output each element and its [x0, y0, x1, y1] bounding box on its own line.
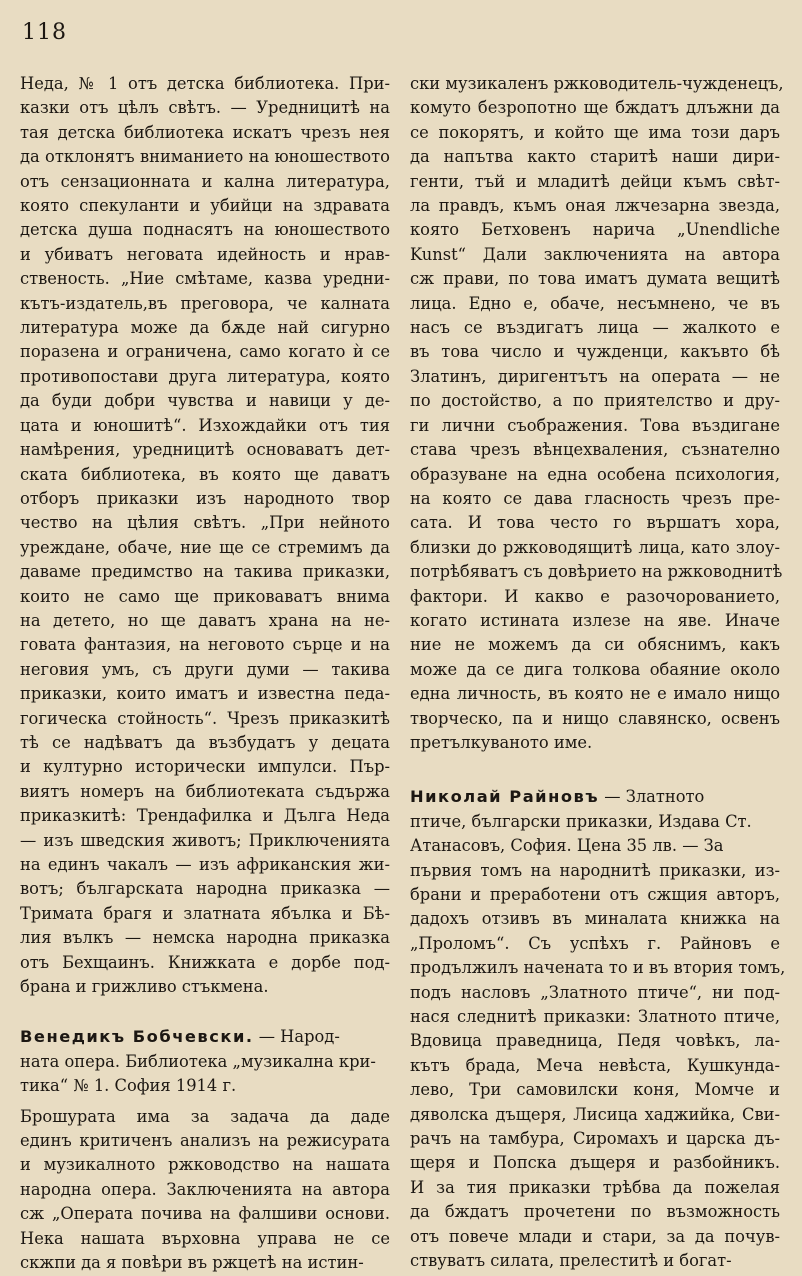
left-column — [20, 72, 390, 1276]
text-line: да бждатъ прочетени по възможность — [410, 1202, 780, 1222]
text-line: на която се дава гласность чрезъ пре- — [410, 488, 780, 508]
text-line: първия томъ на народнитѣ приказки, из- — [410, 860, 780, 880]
text-line: и убиватъ неговата идейность и нрав- — [20, 244, 390, 264]
text-line: уреждане, обаче, ние ще се стремимъ да — [20, 537, 390, 557]
text-line: насъ се въздигатъ лица — жалкото е — [410, 318, 780, 338]
text-line: и музикалното ржководство на нашата — [20, 1155, 390, 1175]
review-heading-text: — Златното — [599, 787, 705, 807]
text-line: сата. И това често го вършатъ хора, — [410, 513, 780, 533]
text-line: на детето, но ще даватъ храна на не- — [20, 610, 390, 630]
text-line: една личность, въ която не е имало нищо — [410, 684, 780, 704]
text-line: да буди добри чувства и навици у де- — [20, 391, 390, 411]
text-line: гогическа стойность“. Чрезъ приказкитѣ — [20, 708, 390, 728]
text-line: намѣрения, уредницитѣ основаватъ дет- — [20, 440, 390, 460]
text-line: отборъ приказки изъ народното твор — [20, 488, 390, 508]
text-line: сж прави, по това иматъ думата вещитѣ — [410, 269, 780, 289]
text-line: близки до ржководящитѣ лица, като злоу- — [410, 537, 780, 557]
text-line: когато истината излезе на яве. Иначе — [410, 610, 780, 630]
review-heading-line — [20, 1025, 390, 1049]
text-line: подъ насловъ „Златното птиче“, ни под- — [410, 982, 780, 1002]
text-line: ние не можемъ да си обяснимъ, какъ — [410, 635, 780, 655]
text-line: която спекуланти и убийци на здравата — [20, 196, 390, 216]
text-line: по достойство, а по приятелство и дру- — [410, 391, 780, 411]
text-line: тѣ се надѣватъ да възбудатъ у децата — [20, 732, 390, 752]
text-line: лия вълкъ — немска народна приказка — [20, 928, 390, 948]
text-line: ла правдъ, къмъ оная лжчезарна звезда, — [410, 196, 780, 216]
text-line: отъ повече млади и стари, за да почув- — [410, 1226, 780, 1246]
text-line: брани и преработени отъ сжщия авторъ, — [410, 885, 780, 904]
text-line: Нека нашата върховна управа не се — [20, 1228, 390, 1248]
review-heading-text: — Народ- — [253, 1027, 340, 1047]
text-line: даваме предимство на такива приказки, — [20, 562, 390, 582]
text-line: се покорятъ, и който ще има този даръ — [410, 122, 780, 142]
children-library-review — [20, 72, 390, 999]
text-line: противопостави друга литература, която — [20, 366, 390, 386]
text-line: Kunst“ Дали заключенията на автора — [410, 244, 780, 264]
text-line: приказки, които иматъ и известна педа- — [20, 684, 390, 704]
text-line: които не само ще приковаватъ внима — [20, 586, 390, 606]
text-line: тая детска библиотека искатъ чрезъ нея — [20, 122, 390, 142]
text-line: творческо, па и нищо славянско, освенъ — [410, 708, 780, 728]
text-line: литература може да бѫде най сигурно — [20, 318, 390, 338]
text-line: неговия умъ, съ други думи — такива — [20, 659, 390, 679]
text-line: да напътва както старитѣ наши дири- — [410, 147, 780, 167]
text-line: фактори. И какво е разочорованието, — [410, 586, 780, 606]
text-line: чество на цѣлия свѣтъ. „При нейното — [20, 513, 390, 533]
text-line: комуто безропотно ще бждатъ длъжни да — [410, 98, 780, 118]
text-line: виятъ номеръ на библиотеката съдържа — [20, 781, 390, 801]
text-line: сж „Операта почива на фалшиви основи. — [20, 1204, 390, 1224]
text-line: И за тия приказки трѣбва да пожелая — [410, 1177, 780, 1197]
text-line: брана и грижливо стъкмена. — [20, 977, 269, 997]
review-heading-line: тика“ № 1. София 1914 г. — [20, 1076, 237, 1096]
text-line: претълкуваното име. — [410, 732, 593, 752]
text-line: кътъ брада, Меча невѣста, Кушкунда- — [410, 1055, 780, 1075]
review-author: Николай Райновъ — [410, 787, 600, 807]
text-line: дяволска дъщеря, Лисица хаджийка, Сви- — [410, 1104, 780, 1124]
text-line: цата и юношитѣ“. Изхождайки отъ тия — [20, 415, 390, 435]
text-line: рачъ на тамбура, Сиромахъ и царска дъ- — [410, 1129, 780, 1149]
raynov-review — [410, 785, 786, 1273]
text-line: ги лични съображения. Това въздигане — [410, 415, 780, 435]
text-line: — изъ шведския животъ; Приключенията — [20, 830, 390, 850]
text-line: Тримата брагя и златната ябълка и Бѣ- — [20, 903, 390, 923]
text-line: генти, тъй и младитѣ дейци къмъ свѣт- — [410, 171, 780, 191]
text-line: лево, Три самовилски коня, Момче и — [410, 1080, 780, 1100]
text-line: поразена и ограничена, само когато ѝ се — [20, 342, 390, 362]
text-line: щеря и Попска дъщеря и разбойникъ. — [410, 1153, 780, 1173]
text-line: Вдовица праведница, Педя човѣкъ, ла- — [410, 1031, 780, 1051]
text-line: ственость. „Ние смѣтаме, казва уредни- — [20, 269, 390, 289]
text-line: на единъ чакалъ — изъ африканския жи- — [20, 855, 390, 874]
text-line: и културно исторически импулси. Пър- — [20, 757, 390, 777]
text-line: детска душа поднасятъ на юношеството — [20, 220, 390, 240]
text-line: която Бетховенъ нарича „Unendliche — [410, 220, 780, 240]
text-line: лица. Едно е, обаче, несъмнено, че въ — [410, 293, 780, 313]
page-number: 118 — [22, 20, 67, 45]
review-heading-line: Атанасовъ, София. Цена 35 лв. — За — [410, 836, 724, 856]
text-line: Брошурата има за задача да даде — [20, 1106, 390, 1126]
text-line: въ това число и чужденци, какъвто бѣ — [410, 342, 780, 362]
text-line: нася следнитѣ приказки: Златното птиче, — [410, 1007, 780, 1027]
opera-review-continued — [410, 72, 784, 755]
text-line: продължилъ начената то и въ втория томъ, — [410, 958, 786, 978]
text-line: ската библиотека, въ която ще даватъ — [20, 464, 390, 484]
right-column — [410, 72, 786, 1274]
text-line: приказкитѣ: Трендафилка и Дълга Неда — [20, 806, 390, 826]
text-line: скжпи да я повѣри въ ржцетѣ на истин- — [20, 1253, 364, 1273]
text-line: Златинъ, диригентътъ на операта — не — [410, 366, 780, 386]
review-body — [410, 859, 786, 1274]
text-line: дадохъ отзивъ въ миналата книжка на — [410, 909, 780, 929]
text-line: вотъ; българската народна приказка — — [20, 879, 390, 899]
review-heading-line: ната опера. Библиотека „музикална кри- — [20, 1051, 376, 1071]
text-line: потрѣбяватъ съ довѣрието на ржководнитѣ — [410, 562, 783, 582]
text-line: може да се дига толкова обаяние около — [410, 659, 780, 679]
review-author: Венедикъ Бобчевски. — [20, 1027, 254, 1047]
text-line: ски музикаленъ ржководитель-чужденецъ, — [410, 74, 784, 93]
review-heading-line — [410, 785, 780, 809]
text-line: казки отъ цѣлъ свѣтъ. — Уредницитѣ на — [20, 98, 390, 118]
text-line: ствуватъ силата, прелеститѣ и богат- — [410, 1251, 732, 1271]
text-line: отъ Бехщаинъ. Книжката е дорбе под- — [20, 952, 390, 972]
text-line: говата фантазия, на неговото сърце и на — [20, 635, 390, 655]
text-line: да отклонятъ вниманието на юношеството — [20, 147, 390, 167]
text-line: единъ критиченъ анализъ на режисурата — [20, 1131, 390, 1151]
text-line: става чрезъ вѣнцехваления, съзнателно — [410, 440, 780, 460]
text-line: Неда, № 1 отъ детска библиотека. При- — [20, 74, 390, 93]
text-line: „Проломъ“. Съ успѣхъ г. Райновъ е — [410, 933, 780, 953]
bobchevski-review — [20, 1025, 390, 1275]
text-line: кътъ-издатель,въ преговора, че калната — [20, 293, 390, 313]
review-body — [20, 1105, 390, 1276]
text-line: народна опера. Заключенията на автора — [20, 1179, 390, 1199]
review-heading-line: птиче, български приказки, Издава Ст. — [410, 811, 752, 831]
text-line: отъ сензационната и кална литература, — [20, 171, 390, 191]
text-line: образуване на една особена психология, — [410, 464, 780, 484]
